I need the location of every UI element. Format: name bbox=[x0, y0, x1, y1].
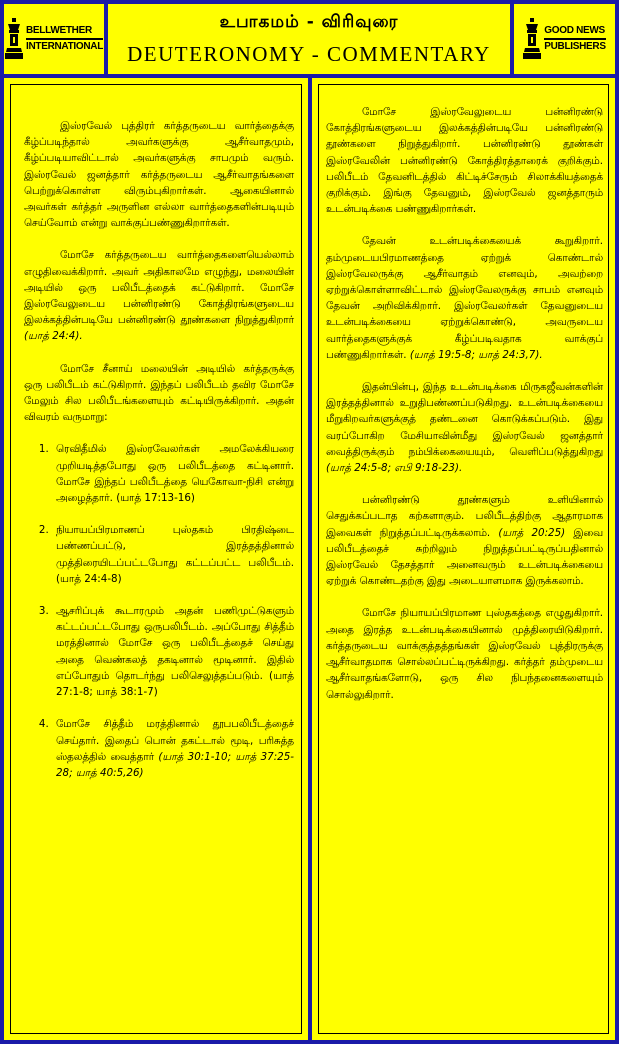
tamil-title: உபாகமம் - விரிவுரை bbox=[219, 12, 399, 32]
list-item bbox=[52, 441, 294, 506]
paragraph-text: மோசே கர்த்தருடைய வார்த்தைகளையெல்லாம் எழுதிவைக்கிறார். அவர் அதிகாலமே எழுந்து, மலையின் அடியில் ஒரு பலிபீடத்தைக் கட்டுகிறார். மோசே இஸ்ரவேலுடைய பன்னிரண்டு கோத்திரங்களுடைய இலக்கத்தின்படியே பன்னிரண்டு தூண்களை நிறுத்துகிறார் bbox=[24, 249, 294, 327]
title-banner bbox=[108, 4, 510, 74]
paragraph-text: பன்னிரண்டு தூண்களும் உளியினால் செதுக்கப்படாத கற்களாகும். பலிபீடத்திற்கு ஆதாரமாக இவைகள் நிறுத்தப்பட்டிருக்கலாம். bbox=[326, 494, 603, 539]
paragraph-text: இவை பலிபீடத்தைச் சுற்றிலும் நிறுத்தப்பட்டிருப்பதினால் இஸ்ரவேல் தேசத்தார் அனைவரும் உடன்படிக்கையை ஏற்றுக் கொண்டதற்கு இது அடையாளமாக இருக்கலாம். bbox=[326, 526, 604, 588]
good-news-logo bbox=[514, 4, 615, 74]
logo-line1: BELLWETHER bbox=[25, 25, 92, 36]
english-title: DEUTERONOMY - COMMENTARY bbox=[127, 42, 491, 66]
list-item bbox=[52, 716, 294, 781]
list-item-text: ரெவிதீமில் இஸ்ரவேலர்கள் அமலேக்கியரை முறியடித்தபோது ஒரு பலிபீடத்தை கட்டினார். மோசே இந்தப் பலிபீடத்தை யெகோவா-நிசி என்று அழைத்தார். bbox=[56, 443, 294, 505]
altar-list bbox=[24, 441, 294, 781]
scripture-ref: (யாத் 27:1-8; யாத் 38:1-7) bbox=[56, 669, 294, 699]
left-column bbox=[4, 78, 308, 1040]
list-item bbox=[52, 522, 294, 587]
logo-line2: PUBLISHERS bbox=[544, 38, 605, 53]
list-item bbox=[52, 603, 294, 700]
scripture-ref: (யாத் 24:5-8; எபி 9:18-23). bbox=[326, 462, 463, 475]
bell-tower-icon bbox=[5, 18, 23, 60]
scripture-ref: (யாத் 17:13-16) bbox=[116, 492, 195, 505]
right-column bbox=[312, 78, 615, 1040]
list-item-text: ஆசரிப்புக் கூடாரமும் அதன் பணிமுட்டுகளும் கட்டப்பட்டபோது ஒருபலிபீடம். அப்போது சித்தீம் மரத்தினால் மோசே ஒரு பலிபீடத்தைச் செய்து அதை வெண்கலத் தகடினால் மூடினார். இதில் எப்போதும் தொடர்ந்து பலிசெலுத்தப்படும். bbox=[56, 605, 294, 682]
list-item-text: நியாயப்பிரமாணப் புஸ்தகம் பிரதிஷ்டை பண்ணப்பட்டு, இரத்தத்தினால் முத்திரையிடப்பட்டபோது கட்டப்பட்ட பலிபீடம். bbox=[56, 524, 294, 569]
paragraph bbox=[326, 233, 603, 363]
logo-line1: GOOD NEWS bbox=[544, 25, 605, 36]
scripture-ref: (யாத் 24:4-8) bbox=[56, 572, 122, 585]
scripture-ref: (யாத் 19:5-8; யாத் 24:3,7). bbox=[409, 348, 543, 361]
paragraph: மோசே சீனாய் மலையின் அடியில் கர்த்தருக்கு ஒரு பலிபீடம் கட்டுகிறார். இந்தப் பலிபீடம் தவிர மோசே மேலும் சில பலிபீடங்களையும் கட்டியிருக்கிறார். அதன் விவரம் வருமாறு: bbox=[24, 362, 294, 424]
list-item-text: மோசே சித்தீம் மரத்தினால் தூபபலிபீடத்தைச் செய்தார். இதைப் பொன் தகட்டால் மூடி, பரிசுத்த ஸ்தலத்தில் வைத்தார் bbox=[56, 718, 294, 763]
paragraph bbox=[24, 247, 294, 344]
paragraph: மோசே நியாயப்பிரமாண புஸ்தகத்தை எழுதுகிறார். அதை இரத்த உடன்படிக்கையினால் முத்திரையிடுகிறார். கர்த்தருடைய வாக்குத்தத்தங்கள் இஸ்ரவேல் புத்திரருக்கு ஆசீர்வாதமாக சொல்லப்பட்டிருக்கிறது. கர்த்தர் தம்முடைய ஆசீர்வாதங்களோடு, ஒரு சில நிபந்தனைகளையும் சொல்லுகிறார். bbox=[326, 607, 603, 701]
paragraph-text: தேவன் உடன்படிக்கையைக் கூறுகிறார். தம்முடையபிரமாணத்தை ஏற்றுக் கொண்டால் இஸ்ரவேலருக்கு ஆசீர்வாதம் எனவும், அவற்றை ஏற்றுக்கொள்ளாவிட்டால் இஸ்ரவேலருக்கு சாபம் எனவும் தேவன் அறிவிக்கிறார். இஸ்ரவேலர்கள் தேவனுடைய உடன்படிக்கையை ஏற்றுக்கொண்டு, அவருடைய வார்த்தைகளுக்குக் கீழ்ப்படிவதாக வாக்குப் பண்ணுகிறார்கள். bbox=[326, 235, 603, 361]
paragraph-text: இதன்பின்பு, இந்த உடன்படிக்கை மிருகஜீவன்களின் இரத்தத்தினால் உறுதிபண்ணப்படுகிறது. உடன்படிக்கையை மீறுகிறவர்களுக்குத் தண்டனை கொடுக்கப்படும். இது வரப்போகிற மேசியாவின்மீது இஸ்ரவேல் ஜனத்தார் வைத்திருக்கும் நம்பிக்கையையும், வெளிப்படுத்துகிறது bbox=[326, 381, 603, 458]
scripture-ref: (யாத் 30:1-10; யாத் 37:25-28; யாத் 40:5,26) bbox=[56, 750, 294, 779]
logo-line2: INTERNATIONAL bbox=[26, 38, 103, 53]
scripture-ref: (யாத் 20:25) bbox=[498, 526, 566, 539]
paragraph: மோசே இஸ்ரவேலுடைய பன்னிரண்டு கோத்திரங்களுடைய இலக்கத்தின்படியே பன்னிரண்டு தூண்களை நிறுத்துகிறார். பன்னிரண்டு தூண்கள் இஸ்ரவேலின் பன்னிரண்டு கோத்திரத்தாரைக் குறிக்கும். பலிபீடம் தேவனிடத்தில் கிட்டிச்சேரும் சிலாக்கியத்தைக் குறிக்கும். இங்கு தேவனும், இஸ்ரவேல் ஜனத்தாரும் உடன்படிக்கை பண்ணுகிறார்கள். bbox=[326, 106, 603, 216]
paragraph bbox=[326, 492, 603, 589]
paragraph bbox=[326, 379, 603, 476]
paragraph: இஸ்ரவேல் புத்திரர் கர்த்தருடைய வார்த்தைக்கு கீழ்ப்படிந்தால் அவர்களுக்கு ஆசீர்வாதமும், கீழ்ப்படியாவிட்டால் அவர்களுக்கு சாபமும் வரும். இஸ்ரவேல் ஜனத்தார் கர்த்தருடைய ஆசீர்வாதங்களை பெற்றுக்கொள்ள விரும்புகிறார்கள். ஆகையினால் அவர்கள் கர்த்தர் அருளின எல்லா வார்த்தைகளின்படியும் செய்வோம் என்று வாக்குப்பண்ணுகிறார்கள். bbox=[24, 120, 294, 230]
bell-tower-icon bbox=[523, 18, 541, 60]
bellwether-logo bbox=[4, 4, 104, 74]
scripture-ref: (யாத் 24:4). bbox=[24, 330, 83, 343]
